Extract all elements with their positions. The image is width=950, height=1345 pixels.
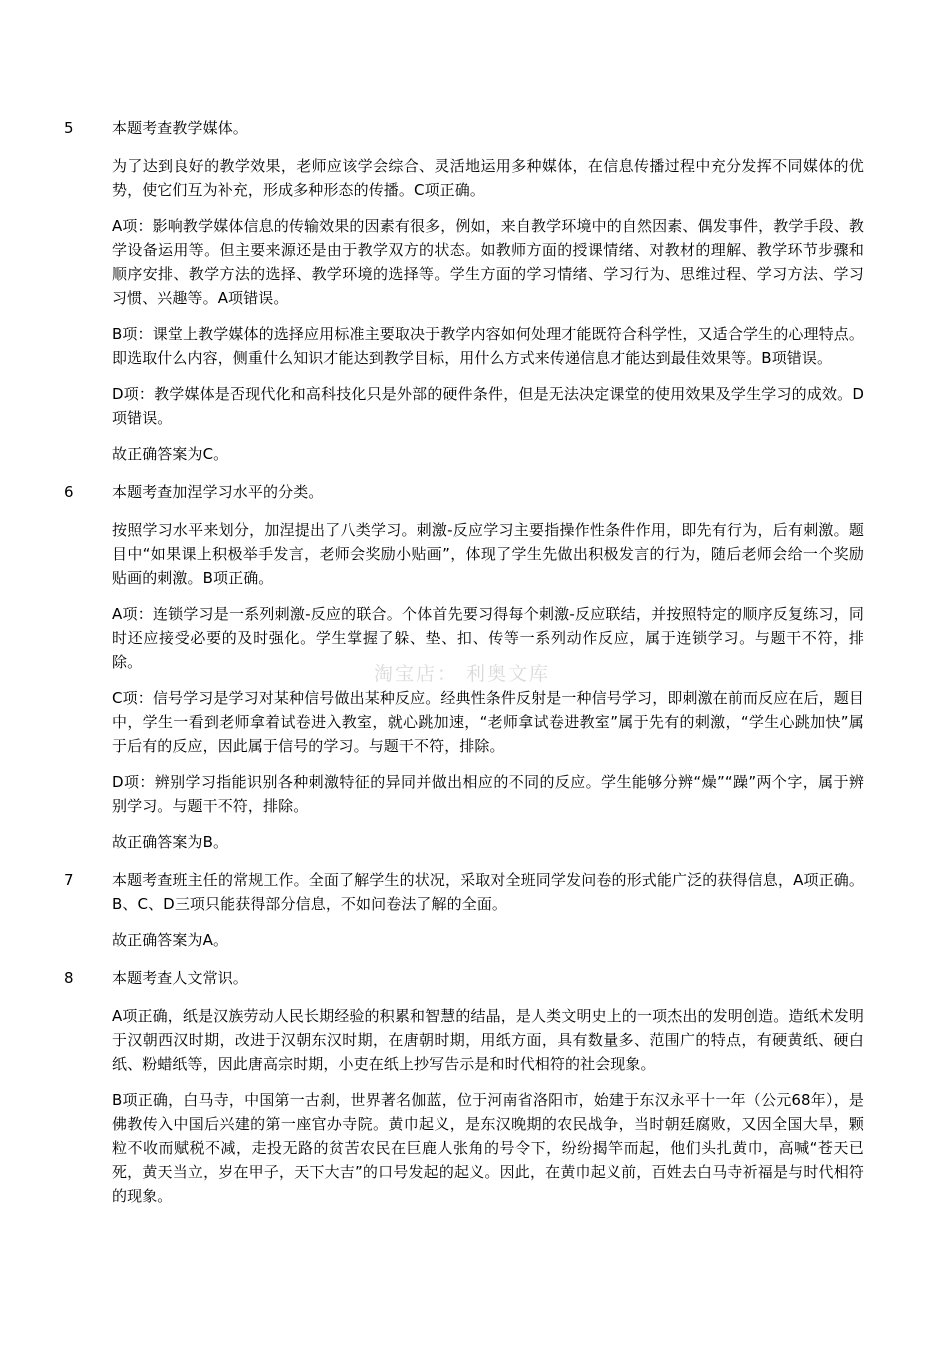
- watermark: 淘宝店： 利奥文库: [374, 663, 551, 685]
- question-8: [0, 966, 950, 1208]
- question-number: 6: [64, 483, 74, 501]
- option-b-analysis: B项正确，白马寺，中国第一古刹，世界著名伽蓝，位于河南省洛阳市，始建于东汉永平十一年（公元68年），是佛教传入中国后兴建的第一座官办寺院。黄巾起义，是东汉晚期的农民战争，当时朝廷腐败，又因全国大旱，颗粒不收而赋税不减，走投无路的贫苦农民在巨鹿人张角的号令下，纷纷揭竿而起，他们头扎黄巾，高喊“苍天已死，黄天当立，岁在甲子，天下大吉”的口号发起的起义。因此，在黄巾起义前，百姓去白马寺祈福是与时代相符的现象。: [112, 1091, 864, 1205]
- option-a-analysis: A项正确，纸是汉族劳动人民长期经验的积累和智慧的结晶，是人类文明史上的一项杰出的发明创造。造纸术发明于汉朝西汉时期，改进于汉朝东汉时期，在唐朝时期，用纸方面，具有数量多、范围广的特点，有硬黄纸、硬白纸、粉蜡纸等，因此唐高宗时期，小吏在纸上抄写告示是和时代相符的社会现象。: [112, 1007, 864, 1073]
- question-number: 8: [64, 969, 74, 987]
- question-5: [0, 116, 950, 466]
- option-d-analysis: D项：辨别学习指能识别各种刺激特征的异同并做出相应的不同的反应。学生能够分辨“燥”“躁”两个字，属于辨别学习。与题干不符，排除。: [112, 773, 864, 815]
- topic-line: 本题考查加涅学习水平的分类。: [112, 483, 324, 501]
- question-number: 7: [64, 871, 74, 889]
- correct-answer: 故正确答案为A。: [112, 931, 229, 949]
- explanation-paragraph: 按照学习水平来划分，加涅提出了八类学习。刺激-反应学习主要指操作性条件作用，即先有行为，后有刺激。题目中“如果课上积极举手发言，老师会奖励小贴画”，体现了学生先做出积极发言的行为，随后老师会给一个奖励贴画的刺激。B项正确。: [112, 521, 864, 587]
- topic-line: 本题考查教学媒体。: [112, 119, 248, 137]
- explanation-paragraph: 为了达到良好的教学效果，老师应该学会综合、灵活地运用多种媒体，在信息传播过程中充分发挥不同媒体的优势，使它们互为补充，形成多种形态的传播。C项正确。: [112, 157, 864, 199]
- option-d-analysis: D项：教学媒体是否现代化和高科技化只是外部的硬件条件，但是无法决定课堂的使用效果及学生学习的成效。D项错误。: [112, 385, 864, 427]
- option-c-analysis: C项：信号学习是学习对某种信号做出某种反应。经典性条件反射是一种信号学习，即刺激在前而反应在后，题目中，学生一看到老师拿着试卷进入教室，就心跳加速，“老师拿试卷进教室”属于先有的刺激，“学生心跳加快”属于后有的反应，因此属于信号的学习。与题干不符，排除。: [112, 689, 864, 755]
- question-6: [0, 480, 950, 854]
- option-a-analysis: A项：影响教学媒体信息的传输效果的因素有很多，例如，来自教学环境中的自然因素、偶发事件，教学手段、教学设备运用等。但主要来源还是由于教学双方的状态。如教师方面的授课情绪、对教材的理解、教学环节步骤和顺序安排、教学方法的选择、教学环境的选择等。学生方面的学习情绪、学习行为、思维过程、学习方法、学习习惯、兴趣等。A项错误。: [112, 217, 864, 307]
- topic-line: 本题考查人文常识。: [112, 969, 248, 987]
- correct-answer: 故正确答案为C。: [112, 445, 229, 463]
- question-7: [0, 868, 950, 952]
- topic-line: 本题考查班主任的常规工作。全面了解学生的状况，采取对全班同学发问卷的形式能广泛的获得信息，A项正确。B、C、D三项只能获得部分信息，不如问卷法了解的全面。: [112, 871, 864, 913]
- option-b-analysis: B项：课堂上教学媒体的选择应用标准主要取决于教学内容如何处理才能既符合科学性，又适合学生的心理特点。即选取什么内容，侧重什么知识才能达到教学目标，用什么方式来传递信息才能达到最佳效果等。B项错误。: [112, 325, 864, 367]
- correct-answer: 故正确答案为B。: [112, 833, 229, 851]
- option-a-analysis: A项：连锁学习是一系列刺激-反应的联合。个体首先要习得每个刺激-反应联结，并按照特定的顺序反复练习，同时还应接受必要的及时强化。学生掌握了躲、垫、扣、传等一系列动作反应，属于连锁学习。与题干不符，排除。: [112, 605, 864, 671]
- question-number: 5: [64, 119, 74, 137]
- answer-explanations: [0, 116, 950, 1222]
